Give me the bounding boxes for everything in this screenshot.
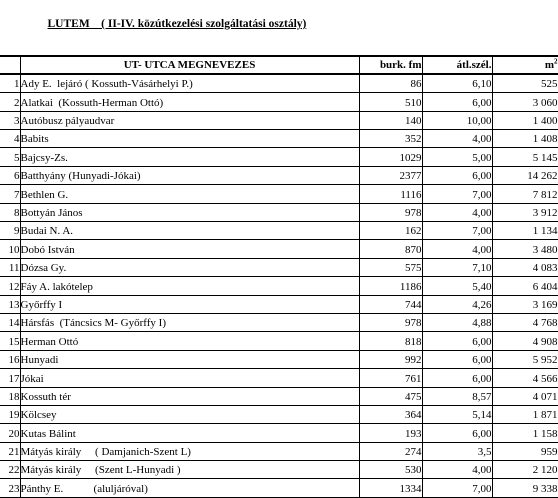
area-cell[interactable]: 3 060: [492, 93, 558, 111]
row-number-cell[interactable]: 18: [0, 387, 20, 405]
length-cell[interactable]: 475: [359, 387, 422, 405]
title-index-cell[interactable]: [0, 0, 20, 48]
street-name-cell[interactable]: Bethlen G.: [20, 185, 359, 203]
row-number-cell[interactable]: 1: [0, 74, 20, 92]
header-name-cell[interactable]: UT- UTCA MEGNEVEZES: [20, 56, 359, 74]
spacer-cell[interactable]: [20, 48, 359, 56]
table-row: [0, 185, 558, 203]
street-name-cell[interactable]: Bottyán János: [20, 203, 359, 221]
width-cell[interactable]: 6,10: [422, 74, 492, 92]
table-row: [0, 313, 558, 331]
length-cell[interactable]: 992: [359, 350, 422, 368]
length-cell[interactable]: 744: [359, 295, 422, 313]
row-number-cell[interactable]: 23: [0, 479, 20, 497]
street-name-cell[interactable]: Batthyány (Hunyadi-Jókai): [20, 166, 359, 184]
street-name-cell[interactable]: Autóbusz pályaudvar: [20, 111, 359, 129]
row-number-cell[interactable]: 21: [0, 442, 20, 460]
table-row: [0, 111, 558, 129]
width-cell[interactable]: 4,00: [422, 240, 492, 258]
width-cell[interactable]: 6,00: [422, 332, 492, 350]
area-cell[interactable]: 1 408: [492, 130, 558, 148]
street-name-cell[interactable]: Dózsa Gy.: [20, 258, 359, 276]
area-cell[interactable]: 5 145: [492, 148, 558, 166]
title-empty-cell[interactable]: [492, 0, 558, 48]
length-cell[interactable]: 978: [359, 313, 422, 331]
area-cell[interactable]: 525: [492, 74, 558, 92]
width-cell[interactable]: 4,00: [422, 203, 492, 221]
width-cell[interactable]: 4,00: [422, 461, 492, 479]
table-row: [0, 424, 558, 442]
width-cell[interactable]: 6,00: [422, 424, 492, 442]
street-name-cell[interactable]: Mátyás király ( Damjanich-Szent L): [20, 442, 359, 460]
row-number-cell[interactable]: 3: [0, 111, 20, 129]
length-cell[interactable]: 1186: [359, 277, 422, 295]
table-row: [0, 130, 558, 148]
row-number-cell[interactable]: 13: [0, 295, 20, 313]
area-cell[interactable]: 6 404: [492, 277, 558, 295]
row-number-cell[interactable]: 9: [0, 222, 20, 240]
title-empty-cell[interactable]: [359, 0, 422, 48]
length-cell[interactable]: 2377: [359, 166, 422, 184]
table-row: [0, 203, 558, 221]
area-cell[interactable]: 4 768: [492, 313, 558, 331]
street-name-cell[interactable]: Mátyás király (Szent L-Hunyadi ): [20, 461, 359, 479]
width-cell[interactable]: 7,10: [422, 258, 492, 276]
street-name-cell[interactable]: Kutas Bálint: [20, 424, 359, 442]
row-number-cell[interactable]: 5: [0, 148, 20, 166]
table-row: [0, 222, 558, 240]
table-row: [0, 166, 558, 184]
width-cell[interactable]: 5,40: [422, 277, 492, 295]
width-cell[interactable]: 7,00: [422, 222, 492, 240]
length-cell[interactable]: 193: [359, 424, 422, 442]
row-number-cell[interactable]: 19: [0, 405, 20, 423]
street-name-cell[interactable]: Babits: [20, 130, 359, 148]
header-length-cell[interactable]: burk. fm: [359, 56, 422, 74]
table-title: LUTEM ( II-IV. közútkezelési szolgáltatási osztály): [47, 18, 307, 30]
area-cell[interactable]: 4 071: [492, 387, 558, 405]
row-number-cell[interactable]: 12: [0, 277, 20, 295]
table-row: [0, 240, 558, 258]
street-name-cell[interactable]: Herman Ottó: [20, 332, 359, 350]
table-row: [0, 461, 558, 479]
row-number-cell[interactable]: 10: [0, 240, 20, 258]
street-name-cell[interactable]: Kossuth tér: [20, 387, 359, 405]
area-cell[interactable]: 5 952: [492, 350, 558, 368]
street-name-cell[interactable]: Hunyadi: [20, 350, 359, 368]
width-cell[interactable]: 10,00: [422, 111, 492, 129]
street-name-cell[interactable]: Pánthy E. (aluljáróval): [20, 479, 359, 497]
area-cell[interactable]: 1 871: [492, 405, 558, 423]
length-cell[interactable]: 1029: [359, 148, 422, 166]
width-cell[interactable]: 5,14: [422, 405, 492, 423]
table-title-cell[interactable]: [20, 0, 359, 48]
street-name-cell[interactable]: Ady E. lejáró ( Kossuth-Vásárhelyi P.): [20, 74, 359, 92]
length-cell[interactable]: 1116: [359, 185, 422, 203]
table-row: [0, 479, 558, 497]
area-cell[interactable]: 9 338: [492, 479, 558, 497]
area-cell[interactable]: 959: [492, 442, 558, 460]
table-row: [0, 258, 558, 276]
length-cell[interactable]: 86: [359, 74, 422, 92]
table-row: [0, 148, 558, 166]
street-name-cell[interactable]: Dobó István: [20, 240, 359, 258]
area-cell[interactable]: 3 169: [492, 295, 558, 313]
spacer-row: [0, 48, 558, 56]
row-number-cell[interactable]: 22: [0, 461, 20, 479]
area-cell[interactable]: 4 083: [492, 258, 558, 276]
length-cell[interactable]: 510: [359, 93, 422, 111]
area-cell[interactable]: 14 262: [492, 166, 558, 184]
street-name-cell[interactable]: Kölcsey: [20, 405, 359, 423]
width-cell[interactable]: 5,00: [422, 148, 492, 166]
row-number-cell[interactable]: 17: [0, 369, 20, 387]
header-area-superscript: 2: [554, 57, 558, 66]
row-number-cell[interactable]: 6: [0, 166, 20, 184]
width-cell[interactable]: 6,00: [422, 350, 492, 368]
width-cell[interactable]: 6,00: [422, 93, 492, 111]
street-name-cell[interactable]: Győrffy I: [20, 295, 359, 313]
table-row: [0, 295, 558, 313]
length-cell[interactable]: 274: [359, 442, 422, 460]
width-cell[interactable]: 7,00: [422, 185, 492, 203]
width-cell[interactable]: 7,00: [422, 479, 492, 497]
table-row: [0, 277, 558, 295]
length-cell[interactable]: 870: [359, 240, 422, 258]
title-empty-cell[interactable]: [422, 0, 492, 48]
header-area-label: m: [544, 59, 554, 72]
title-row: [0, 0, 558, 48]
table-row: [0, 387, 558, 405]
header-index-cell[interactable]: [0, 56, 20, 74]
length-cell[interactable]: 761: [359, 369, 422, 387]
header-area-cell[interactable]: [492, 56, 558, 74]
length-cell[interactable]: 1334: [359, 479, 422, 497]
width-cell[interactable]: 4,00: [422, 130, 492, 148]
area-cell[interactable]: 1 400: [492, 111, 558, 129]
area-cell[interactable]: 3 912: [492, 203, 558, 221]
table-row: [0, 93, 558, 111]
length-cell[interactable]: 575: [359, 258, 422, 276]
area-cell[interactable]: 1 134: [492, 222, 558, 240]
width-cell[interactable]: 8,57: [422, 387, 492, 405]
table-row: [0, 332, 558, 350]
street-name-cell[interactable]: Bajcsy-Zs.: [20, 148, 359, 166]
area-cell[interactable]: 4 908: [492, 332, 558, 350]
table-row: [0, 442, 558, 460]
table-row: [0, 350, 558, 368]
table-row: [0, 369, 558, 387]
row-number-cell[interactable]: 2: [0, 93, 20, 111]
width-cell[interactable]: 6,00: [422, 166, 492, 184]
spacer-cell[interactable]: [359, 48, 422, 56]
area-cell[interactable]: 3 480: [492, 240, 558, 258]
street-name-cell[interactable]: Budai N. A.: [20, 222, 359, 240]
width-cell[interactable]: 4,88: [422, 313, 492, 331]
header-row: [0, 56, 558, 74]
length-cell[interactable]: 818: [359, 332, 422, 350]
table-row: [0, 74, 558, 92]
row-number-cell[interactable]: 8: [0, 203, 20, 221]
area-cell[interactable]: 1 158: [492, 424, 558, 442]
length-cell[interactable]: 530: [359, 461, 422, 479]
spacer-cell[interactable]: [492, 48, 558, 56]
width-cell[interactable]: 3,5: [422, 442, 492, 460]
area-cell[interactable]: 7 812: [492, 185, 558, 203]
spacer-cell[interactable]: [0, 48, 20, 56]
table-row: [0, 405, 558, 423]
area-cell[interactable]: 2 120: [492, 461, 558, 479]
spacer-cell[interactable]: [422, 48, 492, 56]
street-name-cell[interactable]: Alatkai (Kossuth-Herman Ottó): [20, 93, 359, 111]
row-number-cell[interactable]: 14: [0, 313, 20, 331]
length-cell[interactable]: 364: [359, 405, 422, 423]
width-cell[interactable]: 6,00: [422, 369, 492, 387]
length-cell[interactable]: 140: [359, 111, 422, 129]
row-number-cell[interactable]: 15: [0, 332, 20, 350]
length-cell[interactable]: 978: [359, 203, 422, 221]
length-cell[interactable]: 352: [359, 130, 422, 148]
street-name-cell[interactable]: Jókai: [20, 369, 359, 387]
row-number-cell[interactable]: 11: [0, 258, 20, 276]
width-cell[interactable]: 4,26: [422, 295, 492, 313]
length-cell[interactable]: 162: [359, 222, 422, 240]
row-number-cell[interactable]: 4: [0, 130, 20, 148]
street-name-cell[interactable]: Hársfás (Táncsics M- Győrffy I): [20, 313, 359, 331]
area-cell[interactable]: 4 566: [492, 369, 558, 387]
street-name-cell[interactable]: Fáy A. lakótelep: [20, 277, 359, 295]
row-number-cell[interactable]: 7: [0, 185, 20, 203]
row-number-cell[interactable]: 16: [0, 350, 20, 368]
header-width-cell[interactable]: átl.szél.: [422, 56, 492, 74]
row-number-cell[interactable]: 20: [0, 424, 20, 442]
